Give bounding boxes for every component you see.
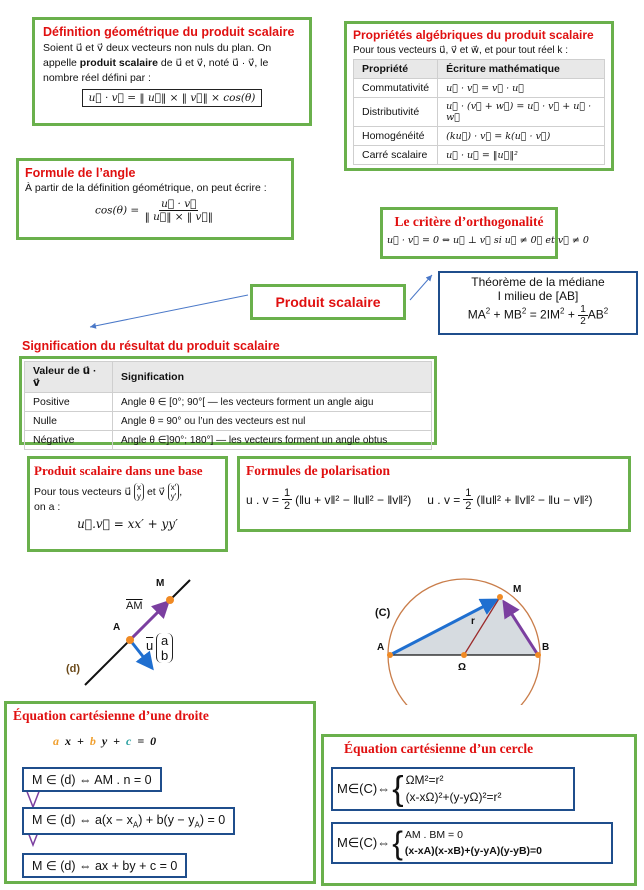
polar-body-1: (‖u + v‖² − ‖u‖² − ‖v‖²) [295,492,412,507]
circle-figure [370,575,570,705]
eq-a: a [53,734,59,748]
polar-num: 1 [284,487,291,499]
median-f-d: + [564,307,579,322]
table-cell: u⃗ · (v⃗ + w⃗) = u⃗ · v⃗ + u⃗ · w⃗ [438,98,605,127]
arrow-to-signification [90,295,248,327]
table-cell: Commutativité [354,79,438,98]
label-m-circle: M [513,584,522,595]
table-cell: Nulle [25,412,113,431]
median-f-e: AB [587,307,604,322]
median-sq: 2 [603,306,609,316]
table-row [25,412,432,431]
polarization-box [237,456,631,532]
line-equation-title: Équation cartésienne d’une droite [13,708,209,723]
polar-formula-2 [427,487,592,512]
table-header: Écriture mathématique [438,60,605,79]
circle-cond-2-lines [405,827,542,859]
v-coords [168,483,183,501]
table-cell: Angle θ ∈ [0°; 90°[ — les vecteurs forment un angle aigu [113,393,432,412]
median-sq: 2 [560,306,565,316]
u-x: x [137,483,142,492]
eq-b: b [89,734,96,748]
circle-cond-1-l1: ΩM²=r² [405,773,444,787]
point-m-circle [497,594,503,600]
label-a-circle: A [377,642,385,653]
polar-den: 2 [465,500,472,512]
table-header: Propriété [354,60,438,79]
triangle-fill [390,597,538,655]
angle-title: Formule de l’angle [25,166,136,180]
properties-title: Propriétés algébriques du produit scalaire [353,28,594,42]
table-row [25,393,432,412]
median-line-1: Théorème de la médiane [471,275,605,289]
line-condition-3 [22,853,187,878]
median-f-b: + MB [490,307,522,322]
table-row [25,431,432,450]
line-condition-1-text: M ∈ (d) ⇔ AM . n = 0 [32,773,152,787]
u-y: y [137,492,142,501]
circle-cond-1-left: M∈(C)⇔ [337,781,391,796]
polarization-formulas [246,487,622,512]
def-text-2: de u⃗ et v⃗, noté u⃗ · v⃗, le [157,57,269,69]
eq-plus: + [113,734,121,748]
table-header: Valeur de u⃗ · v⃗ [25,362,113,393]
v-y: y′ [170,492,177,501]
table-cell: u⃗ · v⃗ = v⃗ · u⃗ [438,79,605,98]
polar-lhs: u . v = [427,492,461,507]
line-condition-2 [22,807,235,835]
circle-equation-title: Équation cartésienne d’un cercle [344,741,534,756]
circle-condition-1 [331,767,575,811]
line-condition-3-text: M ∈ (d) ⇔ ax + by + c = 0 [32,859,178,873]
median-f-c: = 2IM [526,307,561,322]
polar-formula-1 [246,487,411,512]
arrow-to-median [410,275,432,300]
table-cell: (ku⃗) · v⃗ = k(u⃗ · v⃗) [438,127,605,146]
table-cell: Homogénéité [354,127,438,146]
u-coords [134,483,144,501]
table-cell: Angle θ = 90° ou l’un des vecteurs est nul [113,412,432,431]
orthogonality-formula: u⃗ · v⃗ = 0 ⇔ u⃗ ⊥ v⃗ si u⃗ ≠ 0⃗ et v⃗ ≠ 0 [387,235,589,246]
box2-sub2: A [194,820,200,830]
base-box [27,456,228,552]
def-bold: produit scalaire [79,57,158,69]
angle-den: ‖ u⃗‖ × ‖ v⃗‖ [144,211,214,223]
base-line-2: on a : [34,501,61,513]
circle-cond-1-lines [406,772,502,806]
definition-line-1: Soient u⃗ et v⃗ deux vecteurs non nuls du plan. On [43,42,272,54]
signification-table [24,361,432,450]
label-r: r [471,616,475,627]
base-line-1 [34,483,221,501]
point-m [166,596,174,604]
line-general-equation [53,734,307,749]
median-sq: 2 [485,306,491,316]
normal-vector-coords [156,633,173,663]
table-cell: Carré scalaire [354,146,438,165]
brace-icon: { [392,770,404,808]
point-a-circle [387,652,393,658]
label-d: (d) [66,663,81,675]
table-header: Signification [113,362,432,393]
circle-cond-2-left: M∈(C)⇔ [337,835,391,850]
signification-title: Signification du résultat du produit scalaire [22,339,280,353]
central-label: Produit scalaire [275,294,381,310]
median-num: 1 [580,304,586,315]
vec-b: b [161,648,169,663]
point-omega [461,652,467,658]
median-den: 2 [580,316,586,327]
definition-line-3: nombre réel défini par : [43,72,151,84]
median-line-2: I milieu de [AB] [497,289,579,303]
circle-cond-2-l1: AM . BM = 0 [404,829,463,841]
base-text: Pour tous vecteurs u⃗ [34,486,132,498]
eq-plus: + [77,734,84,748]
label-omega: Ω [458,662,467,673]
polar-lhs: u . v = [246,492,280,507]
label-b: B [542,642,550,653]
line-condition-1 [22,767,162,792]
central-topic [250,284,406,320]
circle-condition-2 [331,822,613,864]
vec-a: a [161,633,169,648]
angle-num: u⃗ · v⃗ [161,198,197,210]
base-comma: , [179,486,183,498]
box2-mid: ) + b(y − y [138,813,195,827]
brace-icon: { [392,825,403,861]
label-a: A [113,622,121,633]
angle-lhs: cos(θ) = [94,204,140,217]
circle-cond-1-l2: (x-xΩ)²+(y-yΩ)²=r² [405,790,502,804]
label-m: M [156,578,165,589]
label-u: $\overline{u}$ [146,638,154,653]
polar-fraction [282,487,292,512]
label-c: (C) [375,607,391,619]
base-title: Produit scalaire dans une base [34,463,203,478]
def-text: appelle [43,57,80,69]
circle-cond-2-l2: (x-xA)(x-xB)+(y-yA)(y-yB)=0 [404,845,543,857]
box2-sub1: A [132,820,139,830]
polar-body-2: (‖u‖² + ‖v‖² − ‖u − v‖²) [476,492,593,507]
box2-a: M ∈ (d) ⇔ a(x − x [32,813,133,827]
polar-num: 1 [465,487,472,499]
base-formula: u⃗.v⃗ = xx′ + yy′ [77,517,178,531]
properties-intro: Pour tous vecteurs u⃗, v⃗ et w⃗, et pour tout réel k : [353,45,568,56]
point-b [535,652,541,658]
polar-den: 2 [284,500,291,512]
definition-title: Définition géométrique du produit scalaire [43,25,295,39]
median-f-a: MA [467,307,486,322]
table-cell: Négative [25,431,113,450]
orthogonality-title: Le critère d’orthogonalité [394,214,544,229]
signification-box [19,356,437,445]
point-a [126,636,134,644]
median-sq: 2 [521,306,527,316]
angle-text: À partir de la définition géométrique, on peut écrire : [25,182,267,194]
eq-end: = 0 [137,734,157,748]
v-x: x′ [170,483,177,492]
eq-y: y [101,734,108,748]
eq-x: x [65,734,71,748]
eq-c: c [126,734,132,748]
base-text: et v⃗ [146,486,165,498]
box2-end: ) = 0 [199,813,226,827]
table-cell: Angle θ ∈]90°; 180°] — les vecteurs forment un angle obtus [113,431,432,450]
polar-fraction [463,487,473,512]
table-header-row [25,362,432,393]
polarization-title: Formules de polarisation [246,463,390,478]
label-am: $\overline{AM}$ [126,600,143,612]
table-cell: Distributivité [354,98,438,127]
table-cell: Positive [25,393,113,412]
definition-formula: u⃗ · v⃗ = ‖ u⃗‖ × ‖ v⃗‖ × cos(θ) [82,89,263,107]
table-cell: u⃗ · u⃗ = ‖u⃗‖² [438,146,605,165]
